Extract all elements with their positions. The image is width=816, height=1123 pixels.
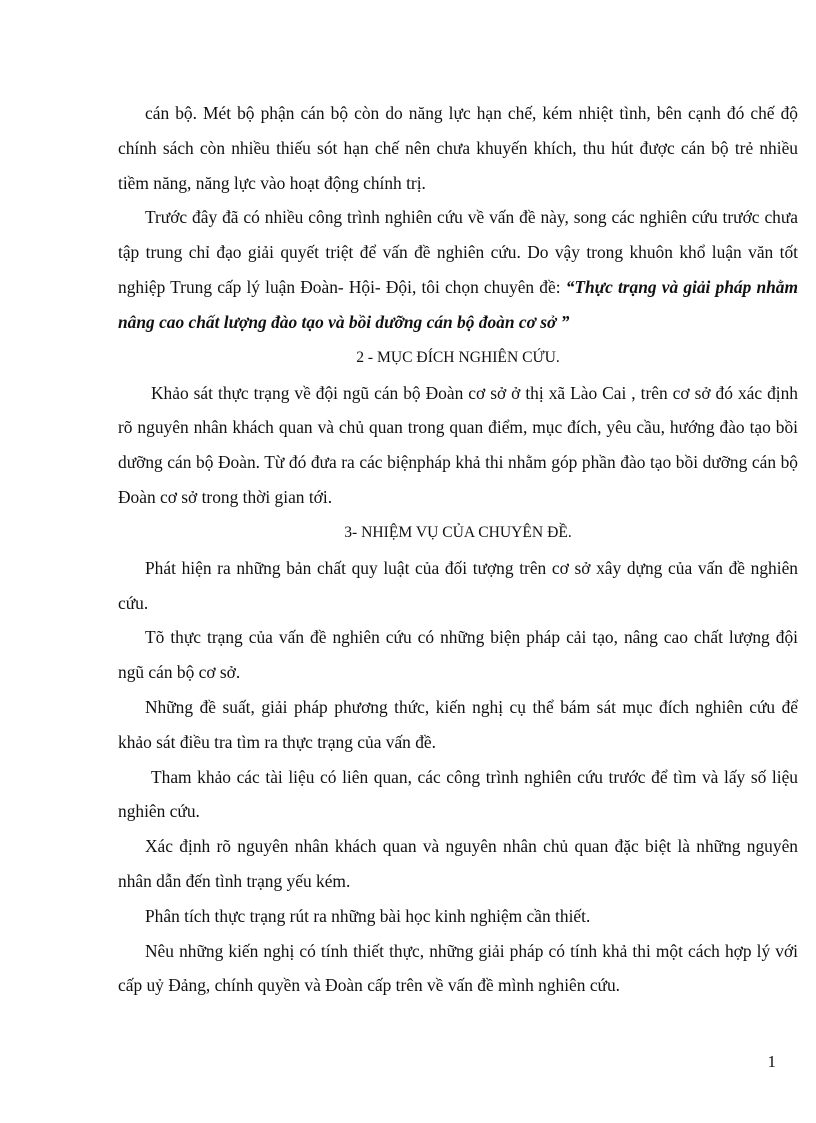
task-item-4: Tham khảo các tài liệu có liên quan, các công trình nghiên cứu trước để tìm và lấy số liệu nghiên cứu. [118,766,798,822]
paragraph-purpose: Khảo sát thực trạng về đội ngũ cán bộ Đoàn cơ sở ở thị xã Lào Cai , trên cơ sở đó xác định rõ nguyên nhân khách quan và chủ quan trong quan điểm, mục đích, yêu cầu, hướng đào tạo bồi dưỡng cán bộ Đoàn. Từ đó đưa ra các biệnpháp khả thi nhằm góp phần đào tạo bồi dưỡng cán bộ Đoàn cơ sở trong thời gian tới. [118,382,798,507]
section-heading-purpose: 2 - MỤC ĐÍCH NGHIÊN CỨU. [356,348,560,366]
task-item-3: Những đề suất, giải pháp phương thức, kiến nghị cụ thể bám sát mục đích nghiên cứu để khảo sát điều tra tìm ra thực trạng của vấn đề. [118,696,798,752]
paragraph-continuation: cán bộ. Mét bộ phận cán bộ còn do năng lực hạn chế, kém nhiệt tình, bên cạnh đó chế độ chính sách còn nhiều thiếu sót hạn chế nên chưa khuyến khích, thu hút được cán bộ trẻ nhiều tiềm năng, năng lực vào hoạt động chính trị. [118,103,798,193]
paragraph-topic-choice [118,200,798,339]
paragraph-topic-lead: Trước đây đã có nhiều công trình nghiên cứu về vấn đề này, song các nghiên cứu trước chưa tập trung chỉ đạo giải quyết triệt để vấn đề nghiên cứu. Do vậy trong khuôn khổ luận văn tốt nghiệp Trung cấp lý luận Đoàn- Hội- Đội, tôi chọn chuyên đề: [118,207,798,297]
page-number: 1 [767,1052,776,1071]
task-item-5: Xác định rõ nguyên nhân khách quan và nguyên nhân chủ quan đặc biệt là những nguyên nhân dẫn đến tình trạng yếu kém. [118,836,798,891]
task-item-7: Nêu những kiến nghị có tính thiết thực, những giải pháp có tính khả thi một cách hợp lý với cấp uỷ Đảng, chính quyền và Đoàn cấp trên về vấn đề mình nghiên cứu. [118,940,798,996]
document-body [118,96,798,1003]
task-item-6: Phân tích thực trạng rút ra những bài học kinh nghiệm cần thiết. [145,905,591,926]
task-item-1: Phát hiện ra những bản chất quy luật của đối tượng trên cơ sở xây dựng của vấn đề nghiên cứu. [118,557,798,613]
topic-title: “Thực trạng và giải pháp nhằm nâng cao chất lượng đào tạo và bồi dưỡng cán bộ đoàn cơ sở ” [118,276,799,332]
task-item-2: Tõ thực trạng của vấn đề nghiên cứu có những biện pháp cải tạo, nâng cao chất lượng đội ngũ cán bộ cơ sở. [118,627,798,683]
section-heading-tasks: 3- NHIỆM VỤ CỦA CHUYÊN ĐỀ. [344,523,572,541]
